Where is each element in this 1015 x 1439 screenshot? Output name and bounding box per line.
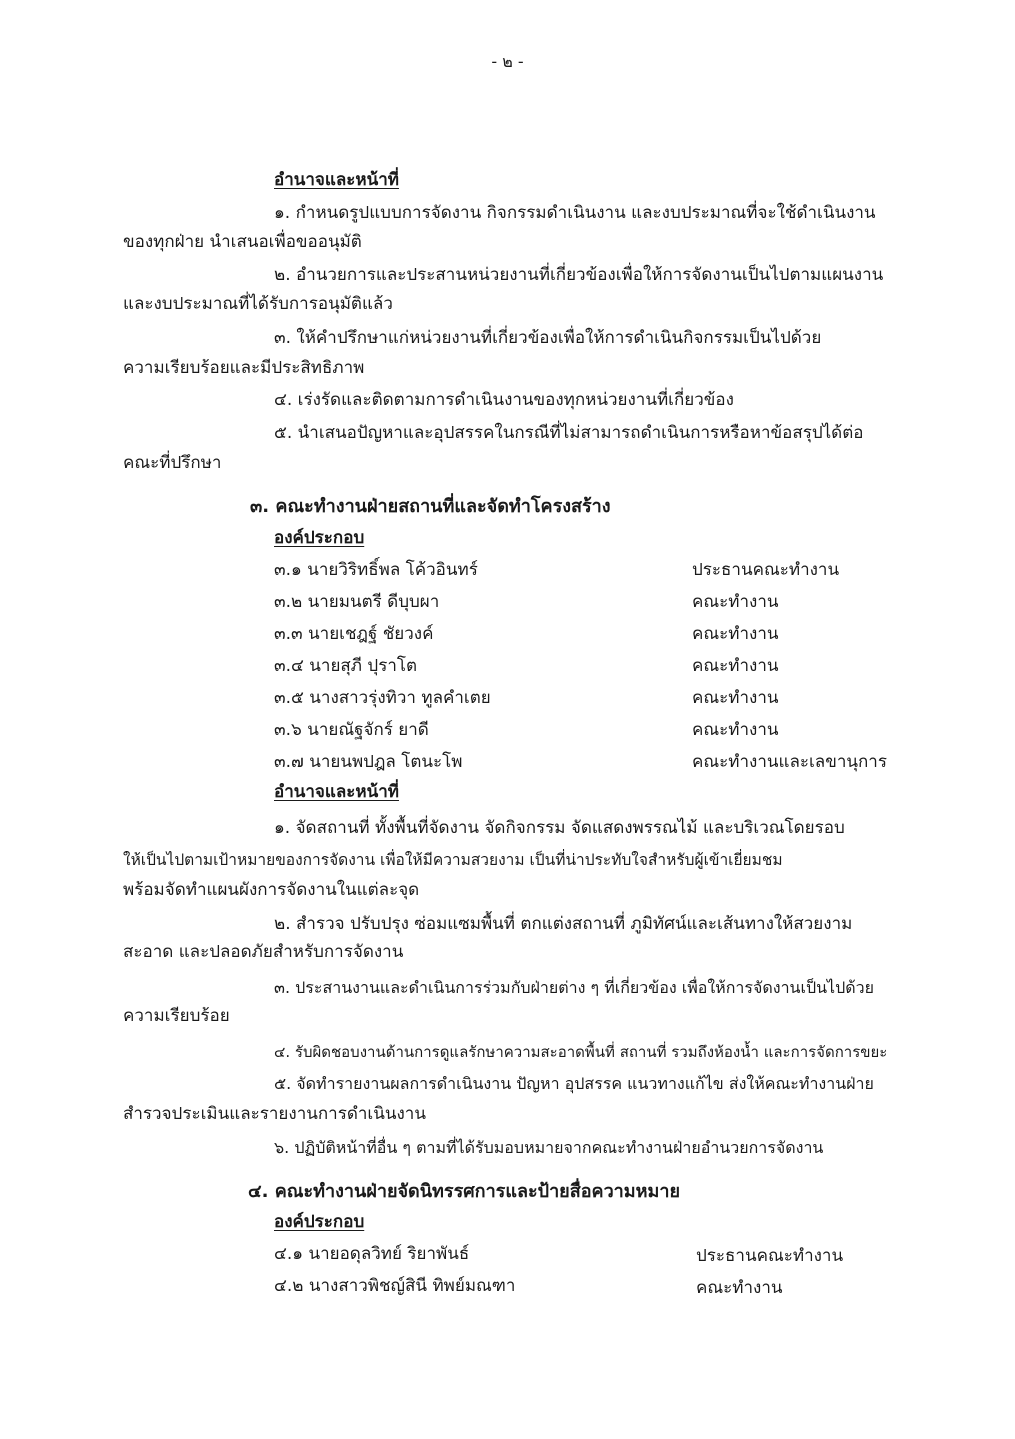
member-name: ๓.๕ นางสาวรุ่งทิวา ทูลคำเตย xyxy=(274,688,491,708)
duty-line: ๑. จัดสถานที่ ทั้งพื้นที่จัดงาน จัดกิจกรรม จัดแสดงพรรณไม้ และบริเวณโดยรอบ xyxy=(274,818,845,838)
duty-line: ให้เป็นไปตามเป้าหมายของการจัดงาน เพื่อให้มีความสวยงาม เป็นที่น่าประทับใจสำหรับผู้เข้าเยี่ยมชม xyxy=(123,851,783,869)
member-role: คณะทำงาน xyxy=(692,624,779,644)
section-4-title: ๔. คณะทำงานฝ่ายจัดนิทรรศการและป้ายสื่อความหมาย xyxy=(248,1181,681,1202)
member-role: คณะทำงาน xyxy=(692,688,779,708)
member-name: ๓.๔ นายสุภี ปุราโต xyxy=(274,656,418,676)
duty-line: ของทุกฝ่าย นำเสนอเพื่อขออนุมัติ xyxy=(123,232,362,252)
duty-line: พร้อมจัดทำแผนผังการจัดงานในแต่ละจุด xyxy=(123,880,420,900)
duty-line: ๒. อำนวยการและประสานหน่วยงานที่เกี่ยวข้องเพื่อให้การจัดงานเป็นไปตามแผนงาน xyxy=(274,265,884,285)
duties-heading: อำนาจและหน้าที่ xyxy=(274,782,399,802)
duty-line: สะอาด และปลอดภัยสำหรับการจัดงาน xyxy=(123,942,404,962)
duty-line: และงบประมาณที่ได้รับการอนุมัติแล้ว xyxy=(123,294,393,314)
member-name: ๓.๒ นายมนตรี ดีบุบผา xyxy=(274,592,440,612)
duty-line: ๑. กำหนดรูปแบบการจัดงาน กิจกรรมดำเนินงาน และงบประมาณที่จะใช้ดำเนินงาน xyxy=(274,203,876,223)
duties-heading: อำนาจและหน้าที่ xyxy=(274,170,399,190)
member-name: ๓.๖ นายณัฐจักร์ ยาดี xyxy=(274,720,429,740)
duty-line: ๔. รับผิดชอบงานด้านการดูแลรักษาความสะอาดพื้นที่ สถานที่ รวมถึงห้องน้ำ และการจัดการขยะ xyxy=(274,1043,888,1061)
member-role: คณะทำงาน xyxy=(692,592,779,612)
member-role: คณะทำงาน xyxy=(692,720,779,740)
duty-line: คณะที่ปรึกษา xyxy=(123,453,222,473)
member-role: คณะทำงาน xyxy=(692,656,779,676)
duty-line: สำรวจประเมินและรายงานการดำเนินงาน xyxy=(123,1104,426,1124)
member-name: ๓.๑ นายวิริทธิ์พล โค้วอินทร์ xyxy=(274,560,478,580)
duty-line: ความเรียบร้อยและมีประสิทธิภาพ xyxy=(123,358,365,378)
duty-line: ๕. นำเสนอปัญหาและอุปสรรคในกรณีที่ไม่สามารถดำเนินการหรือหาข้อสรุปได้ต่อ xyxy=(274,423,864,443)
member-role: คณะทำงานและเลขานุการ xyxy=(692,752,887,772)
section-3-title: ๓. คณะทำงานฝ่ายสถานที่และจัดทำโครงสร้าง xyxy=(250,496,611,517)
member-name: ๓.๓ นายเชฎฐ์ ชัยวงค์ xyxy=(274,624,434,644)
member-role: ประธานคณะทำงาน xyxy=(692,560,840,580)
duty-line: ๒. สำรวจ ปรับปรุง ซ่อมแซมพื้นที่ ตกแต่งสถานที่ ภูมิทัศน์และเส้นทางให้สวยงาม xyxy=(274,914,853,934)
page-number: - ๒ - xyxy=(491,52,524,71)
member-role: คณะทำงาน xyxy=(696,1278,783,1298)
duty-line: ๖. ปฏิบัติหน้าที่อื่น ๆ ตามที่ได้รับมอบหมายจากคณะทำงานฝ่ายอำนวยการจัดงาน xyxy=(274,1138,824,1157)
member-role: ประธานคณะทำงาน xyxy=(696,1246,844,1266)
members-heading: องค์ประกอบ xyxy=(274,1212,365,1232)
duty-line: ๓. ให้คำปรึกษาแก่หน่วยงานที่เกี่ยวข้องเพื่อให้การดำเนินกิจกรรมเป็นไปด้วย xyxy=(274,328,822,348)
duty-line: ความเรียบร้อย xyxy=(123,1006,230,1026)
duty-line: ๓. ประสานงานและดำเนินการร่วมกับฝ่ายต่าง ๆ ที่เกี่ยวข้อง เพื่อให้การจัดงานเป็นไปด้วย xyxy=(274,978,874,997)
member-name: ๔.๑ นายอดุลวิทย์ ริยาพันธ์ xyxy=(274,1244,470,1264)
member-name: ๔.๒ นางสาวพิชญ์สินี ทิพย์มณฑา xyxy=(274,1276,516,1296)
duty-line: ๔. เร่งรัดและติดตามการดำเนินงานของทุกหน่วยงานที่เกี่ยวข้อง xyxy=(274,390,734,410)
members-heading: องค์ประกอบ xyxy=(274,528,365,548)
duty-line: ๕. จัดทำรายงานผลการดำเนินงาน ปัญหา อุปสรรค แนวทางแก้ไข ส่งให้คณะทำงานฝ่าย xyxy=(274,1074,874,1093)
member-name: ๓.๗ นายนพปฎล โตนะโพ xyxy=(274,752,463,772)
